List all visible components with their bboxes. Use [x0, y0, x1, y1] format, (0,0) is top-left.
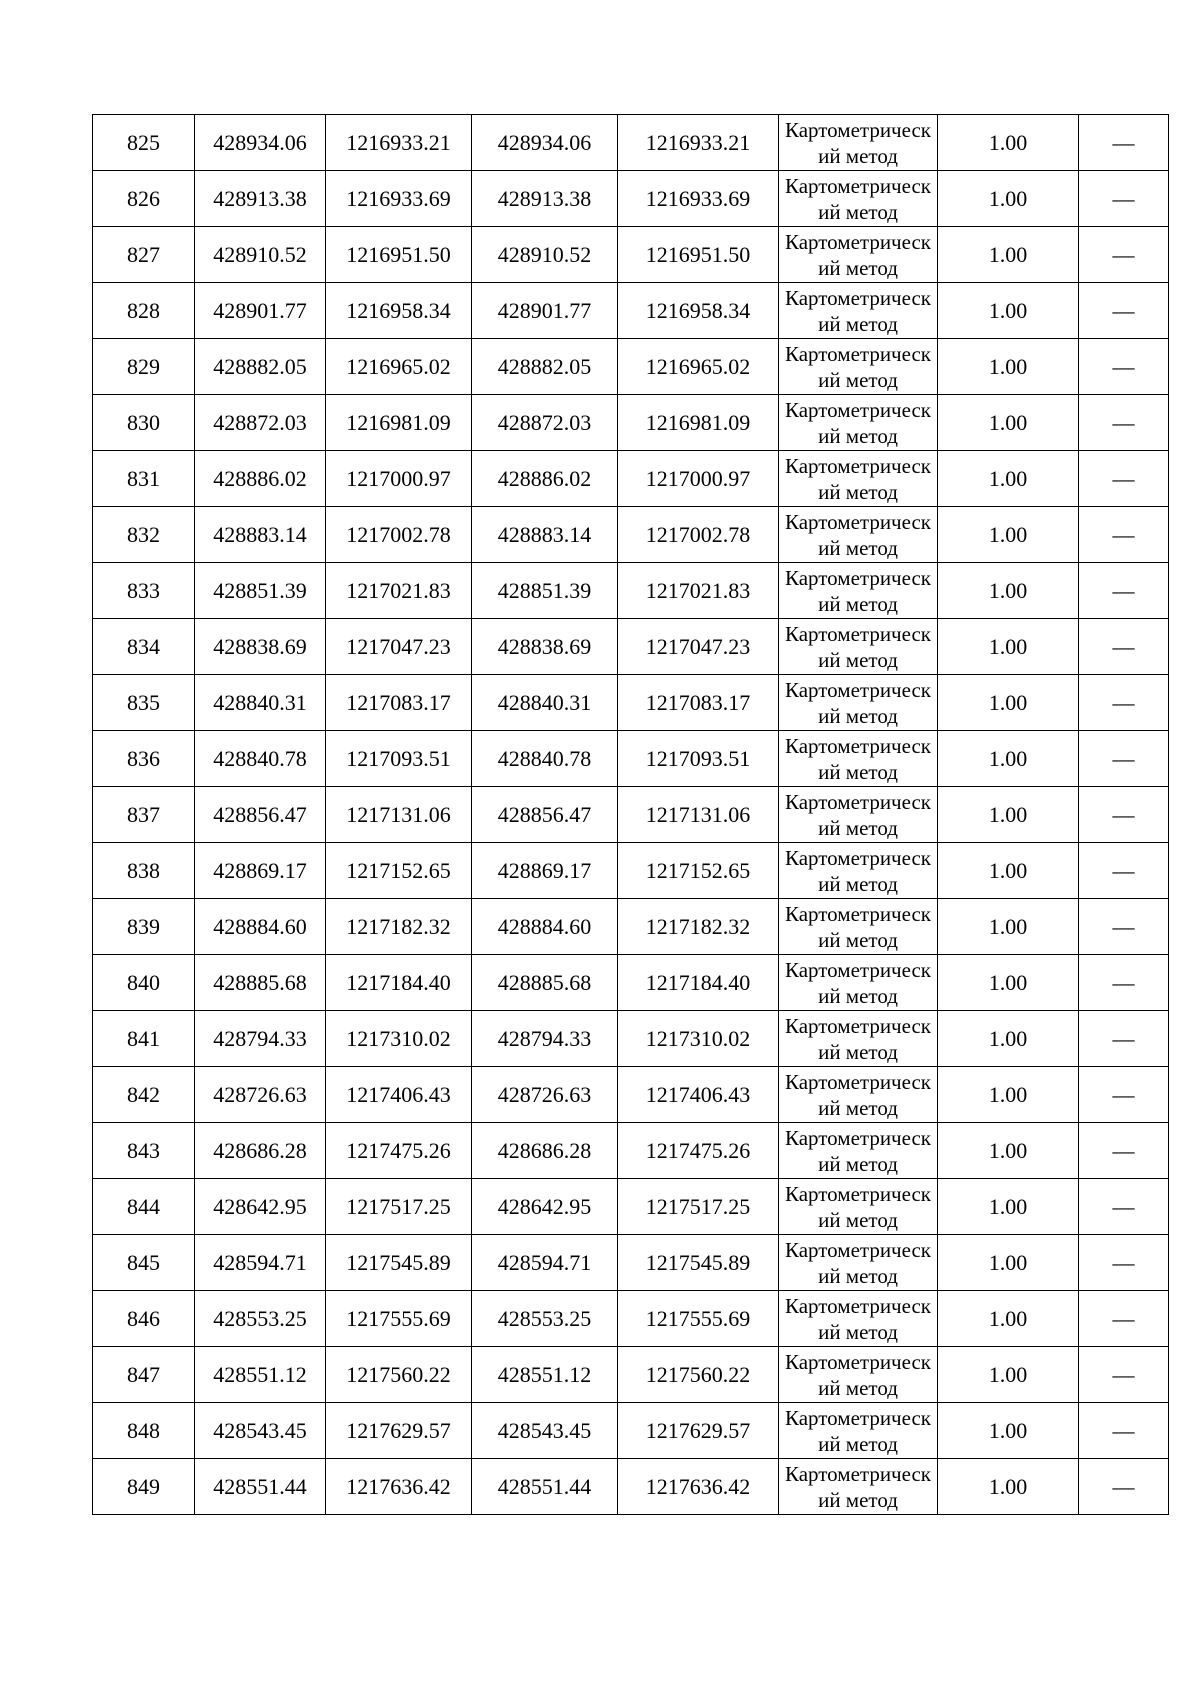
method-cell [779, 227, 938, 283]
accuracy-cell: 1.00 [938, 115, 1079, 171]
note-cell: — [1079, 1067, 1169, 1123]
x-coordinate-repeat-cell: 428642.95 [472, 1179, 618, 1235]
table-row [93, 1347, 1169, 1403]
method-text: Картометрический метод [785, 117, 931, 168]
y-coordinate-cell: 1216951.50 [326, 227, 472, 283]
accuracy-cell: 1.00 [938, 507, 1079, 563]
y-coordinate-repeat-cell: 1217182.32 [618, 899, 779, 955]
table-row [93, 283, 1169, 339]
point-number-cell: 835 [93, 675, 195, 731]
method-cell [779, 787, 938, 843]
method-cell [779, 563, 938, 619]
y-coordinate-cell: 1217406.43 [326, 1067, 472, 1123]
point-number-cell: 847 [93, 1347, 195, 1403]
y-coordinate-repeat-cell: 1217000.97 [618, 451, 779, 507]
y-coordinate-cell: 1217152.65 [326, 843, 472, 899]
y-coordinate-cell: 1217047.23 [326, 619, 472, 675]
point-number-cell: 828 [93, 283, 195, 339]
method-cell [779, 283, 938, 339]
method-text: Картометрический метод [785, 397, 931, 448]
y-coordinate-cell: 1217475.26 [326, 1123, 472, 1179]
x-coordinate-repeat-cell: 428840.78 [472, 731, 618, 787]
x-coordinate-cell: 428838.69 [195, 619, 326, 675]
table-row [93, 1459, 1169, 1515]
note-cell: — [1079, 1459, 1169, 1515]
method-text: Картометрический метод [785, 789, 931, 840]
x-coordinate-cell: 428884.60 [195, 899, 326, 955]
table-row [93, 1235, 1169, 1291]
point-number-cell: 825 [93, 115, 195, 171]
x-coordinate-cell: 428883.14 [195, 507, 326, 563]
y-coordinate-repeat-cell: 1216933.21 [618, 115, 779, 171]
method-cell [779, 731, 938, 787]
table-row [93, 1179, 1169, 1235]
coordinates-table [92, 114, 1169, 1515]
note-cell: — [1079, 1403, 1169, 1459]
y-coordinate-cell: 1217002.78 [326, 507, 472, 563]
y-coordinate-cell: 1217545.89 [326, 1235, 472, 1291]
accuracy-cell: 1.00 [938, 339, 1079, 395]
y-coordinate-repeat-cell: 1217629.57 [618, 1403, 779, 1459]
y-coordinate-cell: 1217555.69 [326, 1291, 472, 1347]
method-cell [779, 1403, 938, 1459]
point-number-cell: 844 [93, 1179, 195, 1235]
x-coordinate-repeat-cell: 428872.03 [472, 395, 618, 451]
note-cell: — [1079, 1235, 1169, 1291]
y-coordinate-repeat-cell: 1217021.83 [618, 563, 779, 619]
method-cell [779, 955, 938, 1011]
accuracy-cell: 1.00 [938, 395, 1079, 451]
point-number-cell: 842 [93, 1067, 195, 1123]
point-number-cell: 829 [93, 339, 195, 395]
note-cell: — [1079, 227, 1169, 283]
x-coordinate-repeat-cell: 428553.25 [472, 1291, 618, 1347]
accuracy-cell: 1.00 [938, 1347, 1079, 1403]
method-text: Картометрический метод [785, 901, 931, 952]
method-cell [779, 843, 938, 899]
x-coordinate-cell: 428551.12 [195, 1347, 326, 1403]
x-coordinate-repeat-cell: 428551.44 [472, 1459, 618, 1515]
accuracy-cell: 1.00 [938, 1459, 1079, 1515]
method-cell [779, 1179, 938, 1235]
point-number-cell: 834 [93, 619, 195, 675]
x-coordinate-cell: 428913.38 [195, 171, 326, 227]
x-coordinate-cell: 428840.78 [195, 731, 326, 787]
note-cell: — [1079, 843, 1169, 899]
table-row [93, 395, 1169, 451]
method-text: Картометрический метод [785, 677, 931, 728]
x-coordinate-cell: 428882.05 [195, 339, 326, 395]
table-row [93, 1011, 1169, 1067]
accuracy-cell: 1.00 [938, 1235, 1079, 1291]
x-coordinate-repeat-cell: 428886.02 [472, 451, 618, 507]
y-coordinate-repeat-cell: 1216965.02 [618, 339, 779, 395]
x-coordinate-cell: 428543.45 [195, 1403, 326, 1459]
y-coordinate-repeat-cell: 1217517.25 [618, 1179, 779, 1235]
method-text: Картометрический метод [785, 1013, 931, 1064]
point-number-cell: 831 [93, 451, 195, 507]
note-cell: — [1079, 171, 1169, 227]
method-cell [779, 451, 938, 507]
x-coordinate-repeat-cell: 428884.60 [472, 899, 618, 955]
y-coordinate-cell: 1217629.57 [326, 1403, 472, 1459]
y-coordinate-repeat-cell: 1217083.17 [618, 675, 779, 731]
table-row [93, 619, 1169, 675]
accuracy-cell: 1.00 [938, 787, 1079, 843]
point-number-cell: 839 [93, 899, 195, 955]
method-cell [779, 1235, 938, 1291]
table-row [93, 675, 1169, 731]
point-number-cell: 849 [93, 1459, 195, 1515]
note-cell: — [1079, 619, 1169, 675]
x-coordinate-repeat-cell: 428543.45 [472, 1403, 618, 1459]
x-coordinate-repeat-cell: 428883.14 [472, 507, 618, 563]
accuracy-cell: 1.00 [938, 899, 1079, 955]
y-coordinate-repeat-cell: 1217475.26 [618, 1123, 779, 1179]
accuracy-cell: 1.00 [938, 619, 1079, 675]
x-coordinate-repeat-cell: 428551.12 [472, 1347, 618, 1403]
x-coordinate-repeat-cell: 428901.77 [472, 283, 618, 339]
note-cell: — [1079, 787, 1169, 843]
x-coordinate-cell: 428551.44 [195, 1459, 326, 1515]
x-coordinate-cell: 428856.47 [195, 787, 326, 843]
x-coordinate-repeat-cell: 428594.71 [472, 1235, 618, 1291]
note-cell: — [1079, 1347, 1169, 1403]
note-cell: — [1079, 1179, 1169, 1235]
method-text: Картометрический метод [785, 733, 931, 784]
method-text: Картометрический метод [785, 229, 931, 280]
x-coordinate-cell: 428910.52 [195, 227, 326, 283]
point-number-cell: 826 [93, 171, 195, 227]
table-row [93, 115, 1169, 171]
x-coordinate-cell: 428840.31 [195, 675, 326, 731]
y-coordinate-repeat-cell: 1217560.22 [618, 1347, 779, 1403]
note-cell: — [1079, 1011, 1169, 1067]
x-coordinate-repeat-cell: 428934.06 [472, 115, 618, 171]
x-coordinate-repeat-cell: 428686.28 [472, 1123, 618, 1179]
y-coordinate-cell: 1217021.83 [326, 563, 472, 619]
note-cell: — [1079, 1291, 1169, 1347]
table-row [93, 1403, 1169, 1459]
method-text: Картометрический метод [785, 341, 931, 392]
x-coordinate-repeat-cell: 428840.31 [472, 675, 618, 731]
point-number-cell: 848 [93, 1403, 195, 1459]
point-number-cell: 841 [93, 1011, 195, 1067]
y-coordinate-repeat-cell: 1217093.51 [618, 731, 779, 787]
point-number-cell: 830 [93, 395, 195, 451]
table-row [93, 171, 1169, 227]
note-cell: — [1079, 451, 1169, 507]
point-number-cell: 836 [93, 731, 195, 787]
method-cell [779, 115, 938, 171]
accuracy-cell: 1.00 [938, 1291, 1079, 1347]
x-coordinate-cell: 428885.68 [195, 955, 326, 1011]
y-coordinate-repeat-cell: 1217002.78 [618, 507, 779, 563]
table-row [93, 227, 1169, 283]
method-cell [779, 339, 938, 395]
note-cell: — [1079, 115, 1169, 171]
method-cell [779, 1459, 938, 1515]
y-coordinate-cell: 1217310.02 [326, 1011, 472, 1067]
method-cell [779, 171, 938, 227]
table-row [93, 955, 1169, 1011]
table-row [93, 339, 1169, 395]
y-coordinate-cell: 1217093.51 [326, 731, 472, 787]
y-coordinate-cell: 1217560.22 [326, 1347, 472, 1403]
method-cell [779, 1011, 938, 1067]
method-text: Картометрический метод [785, 1125, 931, 1176]
point-number-cell: 827 [93, 227, 195, 283]
y-coordinate-cell: 1216958.34 [326, 283, 472, 339]
x-coordinate-repeat-cell: 428869.17 [472, 843, 618, 899]
point-number-cell: 843 [93, 1123, 195, 1179]
x-coordinate-repeat-cell: 428885.68 [472, 955, 618, 1011]
accuracy-cell: 1.00 [938, 1179, 1079, 1235]
table-row [93, 787, 1169, 843]
note-cell: — [1079, 395, 1169, 451]
accuracy-cell: 1.00 [938, 731, 1079, 787]
method-text: Картометрический метод [785, 453, 931, 504]
y-coordinate-repeat-cell: 1217131.06 [618, 787, 779, 843]
method-cell [779, 1067, 938, 1123]
y-coordinate-repeat-cell: 1217406.43 [618, 1067, 779, 1123]
x-coordinate-cell: 428869.17 [195, 843, 326, 899]
y-coordinate-repeat-cell: 1217184.40 [618, 955, 779, 1011]
table-body [93, 115, 1169, 1515]
accuracy-cell: 1.00 [938, 563, 1079, 619]
note-cell: — [1079, 675, 1169, 731]
method-cell [779, 395, 938, 451]
x-coordinate-repeat-cell: 428851.39 [472, 563, 618, 619]
method-text: Картометрический метод [785, 1461, 931, 1512]
accuracy-cell: 1.00 [938, 955, 1079, 1011]
point-number-cell: 837 [93, 787, 195, 843]
x-coordinate-cell: 428901.77 [195, 283, 326, 339]
y-coordinate-repeat-cell: 1217152.65 [618, 843, 779, 899]
method-cell [779, 675, 938, 731]
accuracy-cell: 1.00 [938, 171, 1079, 227]
x-coordinate-repeat-cell: 428910.52 [472, 227, 618, 283]
method-cell [779, 1123, 938, 1179]
point-number-cell: 833 [93, 563, 195, 619]
y-coordinate-cell: 1216933.21 [326, 115, 472, 171]
x-coordinate-cell: 428934.06 [195, 115, 326, 171]
table-row [93, 507, 1169, 563]
point-number-cell: 840 [93, 955, 195, 1011]
y-coordinate-cell: 1216981.09 [326, 395, 472, 451]
y-coordinate-repeat-cell: 1217636.42 [618, 1459, 779, 1515]
note-cell: — [1079, 283, 1169, 339]
table-row [93, 1067, 1169, 1123]
x-coordinate-cell: 428851.39 [195, 563, 326, 619]
method-text: Картометрический метод [785, 565, 931, 616]
method-text: Картометрический метод [785, 1293, 931, 1344]
note-cell: — [1079, 955, 1169, 1011]
method-cell [779, 1347, 938, 1403]
y-coordinate-cell: 1217182.32 [326, 899, 472, 955]
y-coordinate-cell: 1217131.06 [326, 787, 472, 843]
x-coordinate-cell: 428553.25 [195, 1291, 326, 1347]
table-row [93, 731, 1169, 787]
accuracy-cell: 1.00 [938, 843, 1079, 899]
y-coordinate-repeat-cell: 1217555.69 [618, 1291, 779, 1347]
x-coordinate-repeat-cell: 428856.47 [472, 787, 618, 843]
x-coordinate-cell: 428794.33 [195, 1011, 326, 1067]
x-coordinate-repeat-cell: 428913.38 [472, 171, 618, 227]
point-number-cell: 845 [93, 1235, 195, 1291]
method-text: Картометрический метод [785, 285, 931, 336]
y-coordinate-repeat-cell: 1216981.09 [618, 395, 779, 451]
x-coordinate-repeat-cell: 428882.05 [472, 339, 618, 395]
method-text: Картометрический метод [785, 621, 931, 672]
note-cell: — [1079, 507, 1169, 563]
y-coordinate-cell: 1216933.69 [326, 171, 472, 227]
y-coordinate-repeat-cell: 1216933.69 [618, 171, 779, 227]
x-coordinate-repeat-cell: 428726.63 [472, 1067, 618, 1123]
x-coordinate-repeat-cell: 428838.69 [472, 619, 618, 675]
accuracy-cell: 1.00 [938, 283, 1079, 339]
method-cell [779, 1291, 938, 1347]
x-coordinate-repeat-cell: 428794.33 [472, 1011, 618, 1067]
accuracy-cell: 1.00 [938, 1067, 1079, 1123]
accuracy-cell: 1.00 [938, 1403, 1079, 1459]
method-text: Картометрический метод [785, 1181, 931, 1232]
x-coordinate-cell: 428642.95 [195, 1179, 326, 1235]
y-coordinate-cell: 1217517.25 [326, 1179, 472, 1235]
table-row [93, 1291, 1169, 1347]
y-coordinate-cell: 1217000.97 [326, 451, 472, 507]
point-number-cell: 846 [93, 1291, 195, 1347]
note-cell: — [1079, 1123, 1169, 1179]
method-text: Картометрический метод [785, 1237, 931, 1288]
y-coordinate-repeat-cell: 1216958.34 [618, 283, 779, 339]
y-coordinate-cell: 1216965.02 [326, 339, 472, 395]
table-row [93, 451, 1169, 507]
y-coordinate-repeat-cell: 1217545.89 [618, 1235, 779, 1291]
method-text: Картометрический метод [785, 1069, 931, 1120]
method-text: Картометрический метод [785, 1349, 931, 1400]
method-text: Картометрический метод [785, 509, 931, 560]
method-text: Картометрический метод [785, 845, 931, 896]
y-coordinate-repeat-cell: 1216951.50 [618, 227, 779, 283]
accuracy-cell: 1.00 [938, 1123, 1079, 1179]
accuracy-cell: 1.00 [938, 227, 1079, 283]
x-coordinate-cell: 428594.71 [195, 1235, 326, 1291]
y-coordinate-repeat-cell: 1217047.23 [618, 619, 779, 675]
table-row [93, 899, 1169, 955]
x-coordinate-cell: 428872.03 [195, 395, 326, 451]
method-cell [779, 899, 938, 955]
accuracy-cell: 1.00 [938, 675, 1079, 731]
note-cell: — [1079, 339, 1169, 395]
method-text: Картометрический метод [785, 1405, 931, 1456]
table-row [93, 843, 1169, 899]
y-coordinate-repeat-cell: 1217310.02 [618, 1011, 779, 1067]
note-cell: — [1079, 899, 1169, 955]
accuracy-cell: 1.00 [938, 1011, 1079, 1067]
table-row [93, 1123, 1169, 1179]
table-row [93, 563, 1169, 619]
x-coordinate-cell: 428726.63 [195, 1067, 326, 1123]
y-coordinate-cell: 1217636.42 [326, 1459, 472, 1515]
accuracy-cell: 1.00 [938, 451, 1079, 507]
y-coordinate-cell: 1217184.40 [326, 955, 472, 1011]
method-cell [779, 507, 938, 563]
x-coordinate-cell: 428686.28 [195, 1123, 326, 1179]
note-cell: — [1079, 563, 1169, 619]
point-number-cell: 832 [93, 507, 195, 563]
note-cell: — [1079, 731, 1169, 787]
method-text: Картометрический метод [785, 173, 931, 224]
x-coordinate-cell: 428886.02 [195, 451, 326, 507]
point-number-cell: 838 [93, 843, 195, 899]
method-cell [779, 619, 938, 675]
method-text: Картометрический метод [785, 957, 931, 1008]
y-coordinate-cell: 1217083.17 [326, 675, 472, 731]
